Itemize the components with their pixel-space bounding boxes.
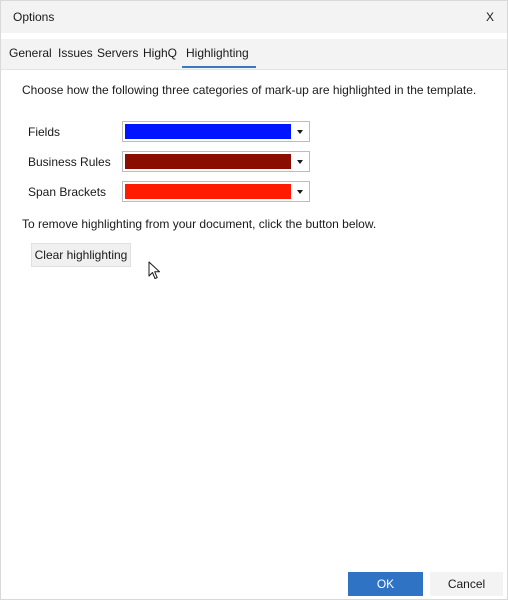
span-brackets-color-picker[interactable] [122, 181, 310, 202]
chevron-down-icon[interactable] [291, 122, 309, 141]
remove-highlighting-note: To remove highlighting from your document, click the button below. [22, 217, 377, 231]
window-title: Options [13, 10, 55, 24]
clear-highlighting-button[interactable]: Clear highlighting [31, 243, 131, 267]
fields-color-picker[interactable] [122, 121, 310, 142]
cancel-button[interactable]: Cancel [430, 572, 503, 596]
active-tab-indicator [182, 66, 256, 68]
tab-bar [1, 39, 507, 70]
highlighting-intro-text: Choose how the following three categories of mark-up are highlighted in the template. [22, 83, 477, 97]
tab-general[interactable]: General [9, 46, 52, 60]
title-bar [1, 1, 507, 33]
span-brackets-label: Span Brackets [28, 185, 107, 199]
business-rules-color-picker[interactable] [122, 151, 310, 172]
business-rules-label: Business Rules [28, 155, 111, 169]
fields-color-swatch [125, 124, 291, 139]
fields-label: Fields [28, 125, 61, 139]
tab-servers[interactable]: Servers [97, 46, 139, 60]
close-button[interactable]: X [485, 10, 494, 24]
tab-highq[interactable]: HighQ [143, 46, 178, 60]
chevron-down-icon[interactable] [291, 152, 309, 171]
mouse-pointer-icon [148, 261, 164, 281]
business-rules-color-swatch [125, 154, 291, 169]
tab-highlighting[interactable]: Highlighting [186, 46, 249, 60]
span-brackets-color-swatch [125, 184, 291, 199]
ok-button[interactable]: OK [348, 572, 423, 596]
tab-issues[interactable]: Issues [58, 46, 93, 60]
chevron-down-icon[interactable] [291, 182, 309, 201]
